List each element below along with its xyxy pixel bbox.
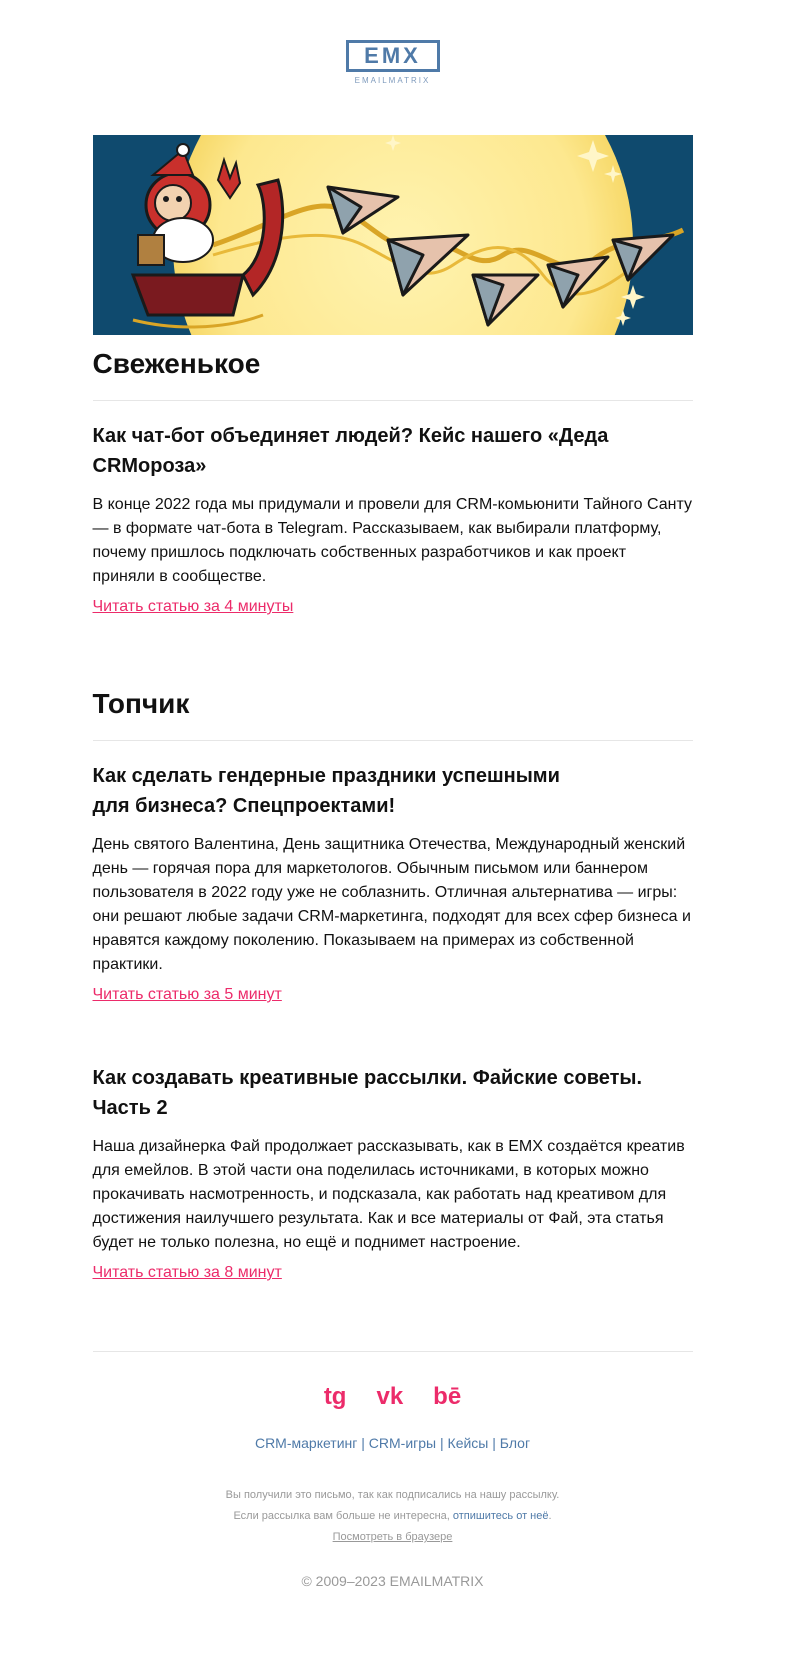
note-line-1: Вы получили это письмо, так как подписались на нашу рассылку. [225,1489,560,1501]
logo-subtitle: EMAILMATRIX [354,76,431,85]
footer-link-blog[interactable]: Блог [499,1435,531,1451]
section-title-fresh: Свеженькое [92,348,261,379]
divider [93,740,693,741]
footer-link-cases[interactable]: Кейсы [447,1435,489,1451]
view-in-browser-link[interactable]: Посмотреть в браузере [332,1531,453,1543]
copyright: © 2009–2023 EMAILMATRIX [301,1573,484,1589]
emx-logo[interactable] [346,40,440,86]
footer-link-crm-games[interactable]: CRM-игры [368,1435,437,1451]
telegram-link[interactable]: tg [323,1383,347,1410]
hero-illustration [93,135,693,335]
unsubscribe-link[interactable]: отпишитесь от неё [452,1510,549,1522]
logo-text: EMX [364,43,421,68]
vk-link[interactable]: vk [376,1383,404,1410]
divider [93,400,693,401]
logo-frame [346,40,440,72]
article-card [93,1063,693,1285]
social-links [93,1382,693,1412]
article-body: В конце 2022 года мы придумали и провели для CRM-комьюнити Тайного Санту — в формате чат-бота в Telegram. Рассказываем, как выбирали платформу, почему пришлось подключать собственных разработчиков и как проект приняли в сообществе. [92,496,692,585]
article-body: Наша дизайнерка Фай продолжает рассказывать, как в EMX создаётся креатив для емейлов. В этой части она поделилась источниками, в которых можно прокачивать насмотренность, и подсказала, как работать над креативом для достижения наилучшего результата. Как и все материалы от Фай, эта статья будет не только полезна, но ещё и поднимет настроение. [92,1138,685,1251]
article-title[interactable]: Как сделать гендерные праздники успешными для бизнеса? Спецпроектами! [92,765,560,817]
read-article-link[interactable]: Читать статью за 8 минут [92,1264,282,1281]
section-title-top: Топчик [92,688,190,719]
note-line-2 [93,1506,693,1527]
note-line-2-suffix: . [548,1510,552,1522]
read-article-link[interactable]: Читать статью за 5 минут [92,986,282,1003]
footer-separator: | [440,1435,444,1451]
article-title[interactable]: Как чат-бот объединяет людей? Кейс нашего «Деда CRMороза» [92,425,609,477]
subscription-note [93,1485,693,1548]
article-card [93,421,693,619]
note-line-2-prefix: Если рассылка вам больше не интересна, [233,1510,453,1522]
article-title[interactable]: Как создавать креативные рассылки. Файские советы. Часть 2 [92,1067,643,1119]
footer-divider [93,1351,693,1352]
read-article-link[interactable]: Читать статью за 4 минуты [92,598,294,615]
article-card [93,761,693,1007]
hero-banner[interactable] [93,135,693,335]
behance-link[interactable]: bē [433,1383,462,1410]
footer-link-crm-marketing[interactable]: CRM-маркетинг [254,1435,358,1451]
footer-nav [93,1433,693,1453]
footer-separator: | [361,1435,365,1451]
footer-separator: | [492,1435,496,1451]
article-body: День святого Валентина, День защитника Отечества, Международный женский день — горячая пора для маркетологов. Обычным письмом или баннером пользователя в 2022 году уже не соблазнить. Отличная альтернатива — игры: они решают любые задачи CRM-маркетинга, подходят для всех сфер бизнеса и нравятся каждому поколению. Показываем на примерах из собственной практики. [92,836,691,973]
